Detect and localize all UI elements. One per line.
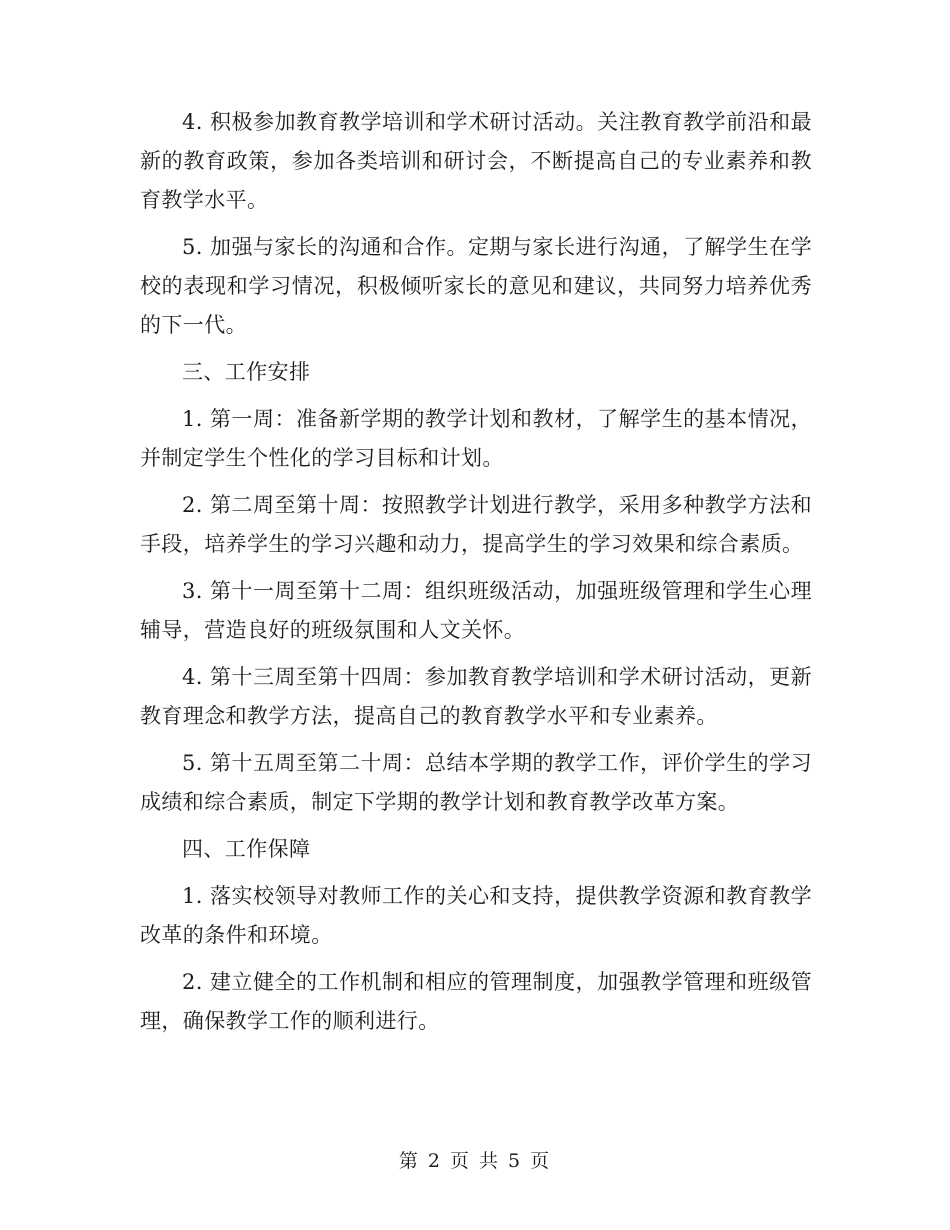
guarantee-item-2: 2. 建立健全的工作机制和相应的管理制度，加强教学管理和班级管理，确保教学工作的顺利进行。 — [140, 970, 812, 1033]
paragraph-item-4-training: 4. 积极参加教育教学培训和学术研讨活动。关注教育教学前沿和最新的教育政策，参加各类培训和研讨会，不断提高自己的专业素养和教育教学水平。 — [140, 110, 812, 212]
schedule-item-week-11-12: 3. 第十一周至第十二周：组织班级活动，加强班级管理和学生心理辅导，营造良好的班级氛围和人文关怀。 — [140, 579, 812, 642]
document-body — [140, 103, 812, 1049]
guarantee-item-1: 1. 落实校领导对教师工作的关心和支持，提供教学资源和教育教学改革的条件和环境。 — [140, 884, 812, 947]
section-heading-work-schedule: 三、工作安排 — [182, 360, 311, 384]
section-heading-work-guarantee: 四、工作保障 — [182, 837, 311, 861]
schedule-item-week-13-14: 4. 第十三周至第十四周：参加教育教学培训和学术研讨活动，更新教育理念和教学方法，提高自己的教育教学水平和专业素养。 — [140, 665, 812, 728]
schedule-item-week-15-20: 5. 第十五周至第二十周：总结本学期的教学工作，评价学生的学习成绩和综合素质，制定下学期的教学计划和教育教学改革方案。 — [140, 751, 812, 814]
page-number-footer: 第 2 页 共 5 页 — [398, 1150, 552, 1172]
schedule-item-week-1: 1. 第一周：准备新学期的教学计划和教材，了解学生的基本情况，并制定学生个性化的学习目标和计划。 — [140, 407, 812, 470]
schedule-item-week-2-10: 2. 第二周至第十周：按照教学计划进行教学，采用多种教学方法和手段，培养学生的学习兴趣和动力，提高学生的学习效果和综合素质。 — [140, 493, 812, 556]
paragraph-item-5-parents: 5. 加强与家长的沟通和合作。定期与家长进行沟通，了解学生在学校的表现和学习情况，积极倾听家长的意见和建议，共同努力培养优秀的下一代。 — [140, 235, 812, 337]
